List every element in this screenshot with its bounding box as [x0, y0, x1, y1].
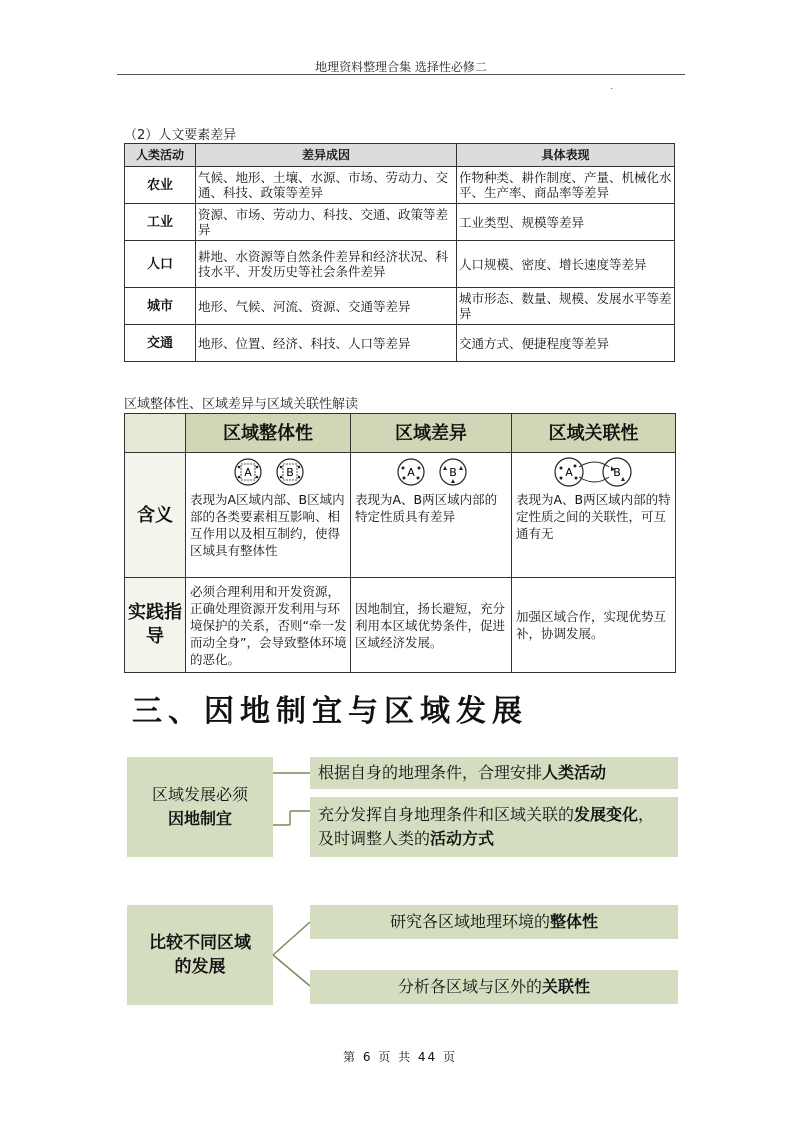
- box1-right2-bold1: 发展变化: [574, 805, 639, 824]
- box1-right1: [310, 757, 678, 789]
- expression-cell: 交通方式、便捷程度等差异: [457, 325, 675, 362]
- expression-cell: 城市形态、数量、规模、发展水平等差异: [457, 288, 675, 325]
- box2-right2: [310, 970, 678, 1004]
- practice-cell: 加强区域合作，实现优势互补，协调发展。: [512, 578, 676, 673]
- box2-right1: [310, 905, 678, 939]
- section3-title: 三、因地制宜与区域发展: [132, 694, 528, 729]
- cause-cell: 资源、市场、劳动力、科技、交通、政策等差异: [196, 204, 457, 241]
- cause-cell: 耕地、水资源等自然条件差异和经济状况、科技水平、开发历史等社会条件差异: [196, 241, 457, 288]
- expression-cell: 作物种类、耕作制度、产量、机械化水平、生产率、商品率等差异: [457, 167, 675, 204]
- box1-left-line2: 因地制宜: [167, 809, 232, 828]
- box2-left: [127, 905, 273, 1005]
- diagram-label-b: B: [448, 466, 457, 479]
- meaning-text: 表现为A、B两区域内部的特定性质之间的关联性，可互通有无: [516, 492, 671, 541]
- activity-cell: 工业: [125, 204, 196, 241]
- box2-right2-bold: 关联性: [542, 977, 591, 996]
- box1-right1-text: [318, 761, 670, 785]
- column-header: 具体表现: [457, 144, 675, 167]
- box1-right2-bold2: 活动方式: [430, 829, 495, 848]
- box2-right2-prefix: 分析各区域与区外的: [397, 977, 542, 996]
- column-header: 差异成因: [196, 144, 457, 167]
- column-header: 区域整体性: [186, 414, 351, 453]
- column-header: 区域差异: [351, 414, 512, 453]
- box1-left: [127, 757, 273, 857]
- cause-cell: 地形、位置、经济、科技、人口等差异: [196, 325, 457, 362]
- diagram-label-a: A: [406, 466, 415, 479]
- meaning-label: 含义: [125, 453, 186, 578]
- region-section-title: 区域整体性、区域差异与区域关联性解读: [124, 397, 359, 412]
- activity-cell: 农业: [125, 167, 196, 204]
- box2-right1-text: [390, 910, 598, 934]
- practice-label: 实践指导: [125, 578, 186, 673]
- expression-cell: 工业类型、规模等差异: [457, 204, 675, 241]
- box2-left-line1: 比较不同区域: [149, 933, 251, 953]
- box1-right1-prefix: 根据自身的地理条件，合理安排: [318, 763, 543, 782]
- column-header: 人类活动: [125, 144, 196, 167]
- diagram-label-b: B: [613, 466, 621, 479]
- box1-right2: [310, 797, 678, 857]
- meaning-text: 表现为A区域内部、B区域内部的各类要素相互影响、相互作用以及相互制约，使得区域具有整体性: [190, 492, 345, 558]
- diagram-label-a: A: [243, 466, 252, 479]
- activity-cell: 城市: [125, 288, 196, 325]
- box2-left-line2: 的发展: [174, 957, 226, 977]
- box1-right1-bold: 人类活动: [542, 763, 607, 782]
- page-footer: 第 6 页 共 44 页: [343, 1050, 457, 1064]
- section2-title: （2）人文要素差异: [124, 128, 237, 143]
- box2-right1-prefix: 研究各区域地理环境的: [389, 912, 550, 931]
- box2-right1-bold: 整体性: [550, 912, 599, 931]
- diagram-label-b: B: [285, 466, 294, 479]
- practice-cell: 因地制宜，扬长避短，充分利用本区域优势条件，促进区域经济发展。: [351, 578, 512, 673]
- box1-right2-prefix: 充分发挥自身地理条件和区域关联的: [318, 805, 575, 824]
- diagram-label-a: A: [565, 466, 573, 479]
- cause-cell: 地形、气候、河流、资源、交通等差异: [196, 288, 457, 325]
- practice-cell: 必须合理利用和开发资源，正确处理资源开发利用与环境保护的关系，否则“牵一发而动全身”，会导致整体环境的恶化。: [186, 578, 351, 673]
- box1-right2-text: [318, 803, 670, 851]
- box1-left-line1: 区域发展必须: [151, 785, 248, 804]
- expression-cell: 人口规模、密度、增长速度等差异: [457, 241, 675, 288]
- box1-right2-mid: ，及时调整人类的: [318, 805, 655, 848]
- activity-cell: 人口: [125, 241, 196, 288]
- activity-cell: 交通: [125, 325, 196, 362]
- cause-cell: 气候、地形、土壤、水源、市场、劳动力、交通、科技、政策等差异: [196, 167, 457, 204]
- header-dot: .: [610, 82, 613, 91]
- meaning-text: 表现为A、B两区域内部的特定性质具有差异: [355, 492, 498, 524]
- header-title: 地理资料整理合集 选择性必修二: [315, 60, 487, 74]
- column-header: 区域关联性: [512, 414, 676, 453]
- box2-right2-text: [398, 975, 590, 999]
